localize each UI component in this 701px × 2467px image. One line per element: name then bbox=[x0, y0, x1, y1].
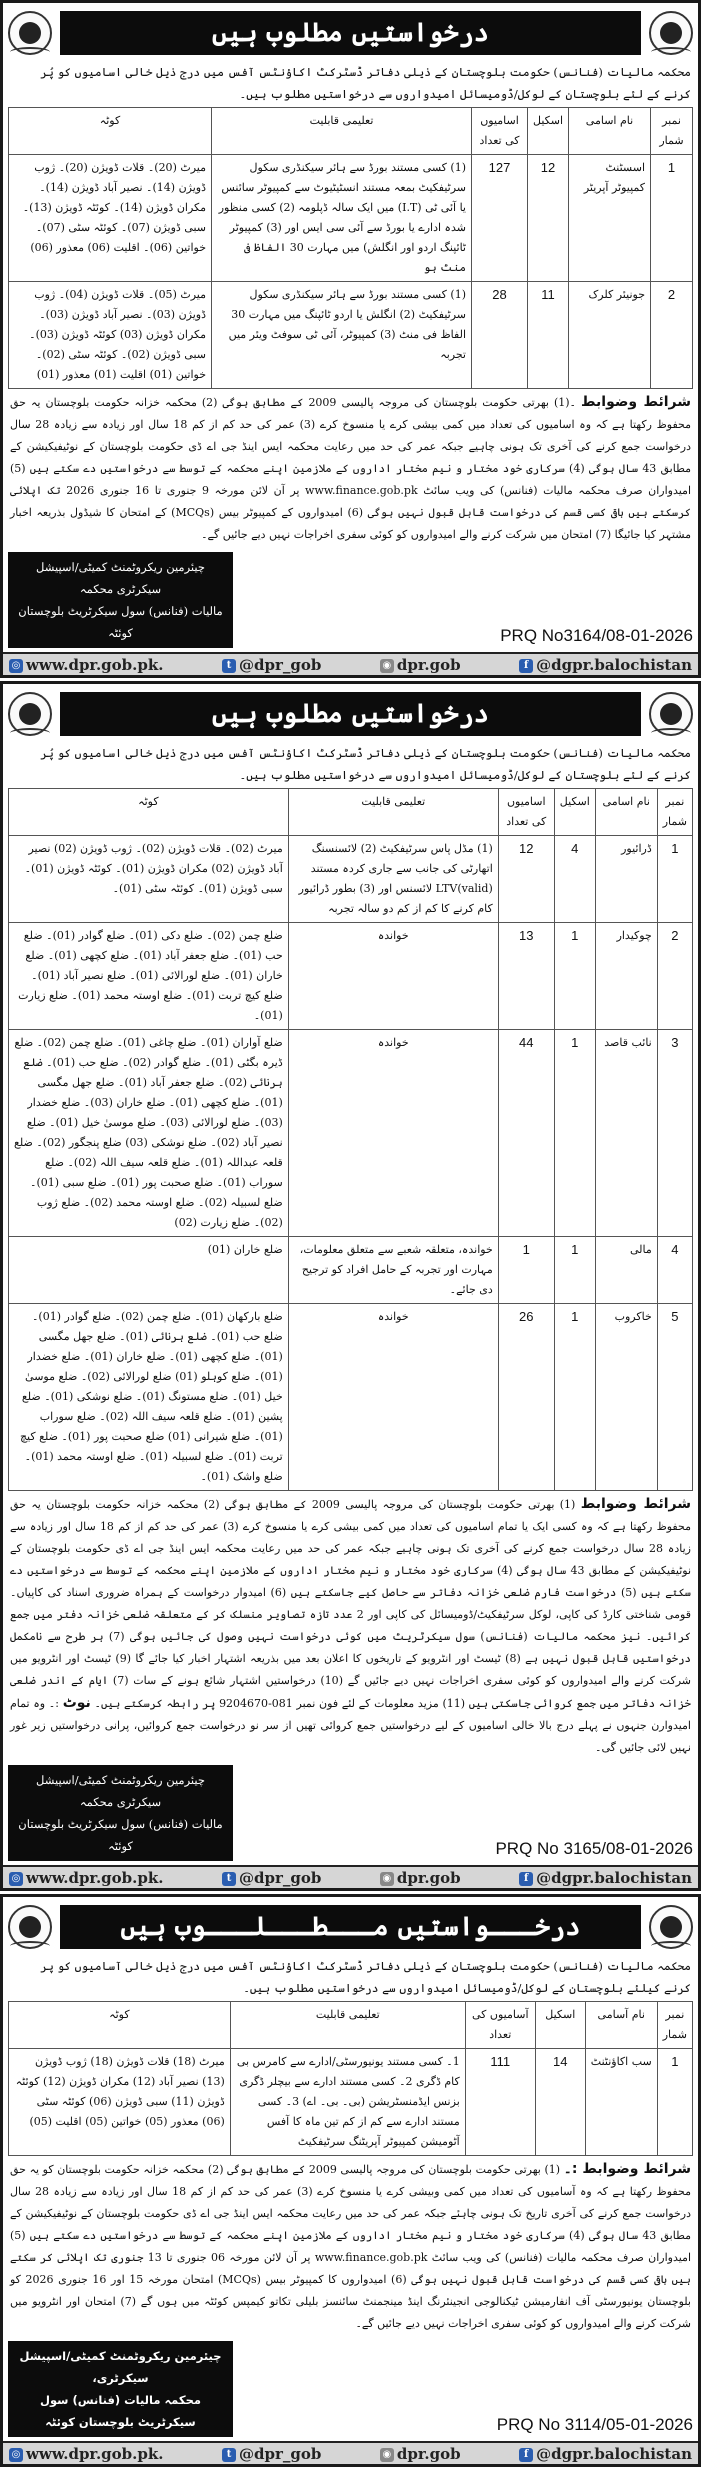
cell-qualification: (1) مڈل پاس سرٹیفکیٹ (2) لائسنسنگ اتھارٹی کی جانب سے جاری کردہ مستند LTV(valid) لائسنس اور (3) بطور ڈرائیور کام کرنے کا کم از کم دو سالہ تجربہ bbox=[288, 836, 498, 923]
cell-qualification: (1) کسی مستند بورڈ سے ہائر سیکنڈری سکول سرٹیفکیٹ (2) انگلش یا اردو ٹائپنگ میں مہارت 30 الفاظ فی منٹ (3) کمپیوٹر، آئی ٹی سوفٹ ویئر میں تجربہ bbox=[212, 282, 472, 389]
table-row bbox=[9, 282, 693, 389]
cell-qualification: (1) کسی مستند بورڈ سے ہائر سیکنڈری سکول سرٹیفکیٹ بمعہ مستند انسٹیٹیوٹ سے کمپیوٹر سائنس یا آئی ٹی (I.T) میں ایک سالہ ڈپلومہ (2) کسی منظور شدہ ادارے یا بورڈ سے آئی سی ایس اور (3) کمپیوٹر ٹائپنگ اردو اور انگلش) میں مہارت 30 الفاظ فی منٹ ہو bbox=[212, 155, 472, 282]
facebook-icon: f bbox=[519, 2448, 533, 2462]
ad-title-banner: درخواستیں مطلوب ہیں bbox=[60, 11, 641, 55]
cell-count: 28 bbox=[472, 282, 528, 389]
table-row bbox=[9, 1030, 693, 1237]
table-row bbox=[9, 923, 693, 1030]
job-ad-3 bbox=[0, 1894, 701, 2467]
signature-block bbox=[8, 1765, 233, 1861]
cell-scale: 1 bbox=[554, 1030, 595, 1237]
header-qualification: تعلیمی قابلیت bbox=[212, 108, 472, 155]
logo-right-icon bbox=[649, 1905, 693, 1949]
twitter-icon: t bbox=[222, 1872, 236, 1886]
signature-line-1: چیئرمین ریکروٹمنٹ کمیٹی/اسپیشل سیکرٹری محکمہ bbox=[36, 1773, 205, 1809]
cell-count: 127 bbox=[472, 155, 528, 282]
website-link[interactable]: ◎ www.dpr.gob.pk. bbox=[9, 2445, 163, 2463]
cell-post: مالی bbox=[595, 1237, 657, 1304]
cell-quota: میرٹ (05)۔ قلات ڈویژن (04)۔ ژوب ڈویژن (03)۔ نصیر آباد ڈویژن (03)۔ مکران ڈویژن (03) کوئٹہ ڈویژن (03)۔ سبی ڈویژن (02)۔ کوئٹہ سٹی (02)۔ خواتین (01) اقلیت (01) معذور (01) bbox=[9, 282, 212, 389]
logo-right-icon bbox=[649, 692, 693, 736]
signature-line-2: مالیات (فنانس) سول سیکرٹریٹ بلوچستان کوئٹہ bbox=[18, 1817, 223, 1853]
website-link[interactable]: ◎ www.dpr.gob.pk. bbox=[9, 1869, 163, 1887]
prq-number: PRQ No 3114/05-01-2026 bbox=[496, 2415, 693, 2434]
signature-line-1: چیئرمین ریکروٹمنٹ کمیٹی/اسپیشل سیکرٹری، bbox=[19, 2349, 222, 2385]
cell-scale: 14 bbox=[535, 2049, 585, 2156]
header-post: نام اسامی bbox=[569, 108, 651, 155]
cell-serial: 1 bbox=[657, 836, 692, 923]
signature-line-2: محکمہ مالیات (فنانس) سول سیکرٹریٹ بلوچستان کوئٹہ bbox=[39, 2393, 201, 2429]
cell-quota: ضلع خاران (01) bbox=[9, 1237, 289, 1304]
header-scale: اسکیل bbox=[528, 108, 569, 155]
header-quota: کوٹہ bbox=[9, 789, 289, 836]
header-scale: اسکیل bbox=[554, 789, 595, 836]
globe-icon: ◎ bbox=[9, 2448, 23, 2462]
table-row bbox=[9, 155, 693, 282]
table-row bbox=[9, 836, 693, 923]
header-serial: نمبر شمار bbox=[651, 108, 693, 155]
header-quota: کوٹہ bbox=[9, 2002, 231, 2049]
ad-intro: محکمہ مالیات (فنانس) حکومت بلوچستان کے ذیلی دفاتر ڈسٹرکٹ اکاؤنٹس آفس میں درج ذیل خالی آسامیوں کو پر کرنے کیلئے بلوچستان کے لوکل/ڈومیسائل امیدواروں سے درخواستیں مطلوب ہیں۔ bbox=[40, 1959, 691, 1995]
table-row bbox=[9, 1304, 693, 1491]
twitter-icon: t bbox=[222, 659, 236, 673]
cell-count: 1 bbox=[498, 1237, 554, 1304]
ad-footer bbox=[8, 2337, 693, 2441]
cell-post: اسسٹنٹ کمپیوٹر آپریٹر bbox=[569, 155, 651, 282]
cell-quota: ضلع چمن (02)۔ ضلع دکی (01)۔ ضلع گوادر (01)۔ ضلع حب (01)۔ ضلع جعفر آباد (01)۔ ضلع کچھی (01)۔ ضلع خاران (01)۔ ضلع لورالائی (01)۔ ضلع نصیر آباد (01)۔ ضلع کیچ تربت (01)۔ ضلع اوستہ محمد (01)۔ ضلع زیارت (01)۔ bbox=[9, 923, 289, 1030]
header-post: نام آسامی bbox=[585, 2002, 657, 2049]
cell-count: 44 bbox=[498, 1030, 554, 1237]
facebook-icon: f bbox=[519, 1872, 533, 1886]
cell-qualification: خواندہ، متعلقہ شعبے سے متعلق معلومات، مہارت اور تجربہ کے حامل افراد کو ترجیح دی جائے۔ bbox=[288, 1237, 498, 1304]
cell-scale: 4 bbox=[554, 836, 595, 923]
cell-count: 12 bbox=[498, 836, 554, 923]
cell-qualification: خواندہ bbox=[288, 1030, 498, 1237]
header-qualification: تعلیمی قابلیت bbox=[230, 2002, 465, 2049]
job-ad-1 bbox=[0, 0, 701, 678]
cell-quota: میرٹ (02)۔ قلات ڈویژن (02)۔ ژوب ڈویژن (02) نصیر آباد ڈویژن (02) مکران ڈویژن (01)۔ کوئٹہ ڈویژن (01)۔ سبی ڈویژن (01)۔ کوئٹہ سٹی (01)۔ bbox=[9, 836, 289, 923]
instagram-icon: ◉ bbox=[380, 2448, 394, 2462]
signature-line-2: مالیات (فنانس) سول سیکرٹریٹ بلوچستان کوئٹہ bbox=[18, 604, 223, 640]
instagram-link[interactable]: ◉ dpr.gob bbox=[380, 656, 461, 674]
facebook-link[interactable]: f @dgpr.balochistan bbox=[519, 1869, 692, 1887]
prq-number: PRQ No 3165/08-01-2026 bbox=[495, 1839, 693, 1858]
social-bar bbox=[3, 1865, 698, 1891]
logo-right-icon bbox=[649, 11, 693, 55]
cell-serial: 1 bbox=[657, 2049, 692, 2156]
cell-count: 26 bbox=[498, 1304, 554, 1491]
twitter-link[interactable]: t @dpr_gob bbox=[222, 1869, 321, 1887]
header-serial: نمبر شمار bbox=[657, 789, 692, 836]
cell-post: نائب قاصد bbox=[595, 1030, 657, 1237]
logo-left-icon bbox=[8, 692, 52, 736]
header-count: اسامیوں کی تعداد bbox=[498, 789, 554, 836]
instagram-icon: ◉ bbox=[380, 1872, 394, 1886]
cell-post: سب اکاؤنٹنٹ bbox=[585, 2049, 657, 2156]
vacancy-table bbox=[8, 788, 693, 1491]
terms-text: (1) بھرتی حکومت بلوچستان کی مروجہ پالیسی 2009 کے مطابق ہوگی (2) محکمہ خزانہ حکومت بلوچستان کو یہ حق محفوظ رکھتا ہے کہ وہ آسامیوں کی تعداد میں کمی وبیشی کرے یا منسوخ کرے (3) عمر کی حد کم از کم 18 سال اور زیادہ سے زیادہ 28 سال درخواست جمع کرنے کی آخری تاریخ تک ہونی چاہئے جبکہ عمر کی حد میں رعایت محکمہ ایس اینڈ جی اے ڈی حکومت بلوچستان کے نوٹیفیکیشن کے مطابق 43 سال ہوگی (4) سرکاری خود مختار و نیم مختار اداروں کے ملازمین اپنے محکمہ کے توسط سے درخواستیں دے سکتے ہیں (5) امیدواران صرف محکمہ مالیات (فنانس) کی ویب سائٹ www.finance.gob.pk پر آن لائن مورخہ 06 جنوری تا 13 جنوری تک اپلائی کر سکتے ہیں باقی کسی قسم کی درخواست قابل قبول نہیں ہوگی (6) امیدواروں کا کمپیوٹر بیس (MCQs) امتحان مورخہ 15 اور 16 جنوری 2026 کو بلوچستان یونیورسٹی آف انفارمیشن ٹیکنالوجی انجینئرنگ اینڈ مینجمنٹ سائنسز بلیلی تکاتو کیمپس کوئٹہ میں ہوں گے (7) امتحان اور انٹرویو میں شرکت کرنے والے امیدواروں کو کوئی سفری اخراجات نہیں دیے جائیں گے۔ bbox=[10, 2163, 691, 2330]
facebook-icon: f bbox=[519, 659, 533, 673]
table-row bbox=[9, 1237, 693, 1304]
table-header-row bbox=[9, 108, 693, 155]
header-quota: کوٹہ bbox=[9, 108, 212, 155]
ad-footer bbox=[8, 548, 693, 652]
terms-label: شرائط وضوابط bbox=[580, 1496, 692, 1512]
cell-quota: میرٹ (18) قلات ڈویژن (18) ژوب ڈویژن (13) نصیر آباد (12) مکران ڈویژن (12) کوئٹہ ڈویژن (11) سبی ڈویژن (06) کوئٹہ سٹی (06) معذور (05) خواتین (05) اقلیت (05) bbox=[9, 2049, 231, 2156]
table-header-row bbox=[9, 789, 693, 836]
cell-quota: ضلع بارکھان (01)۔ ضلع چمن (02)۔ ضلع گوادر (01)۔ ضلع حب (01)۔ ضلع ہرنائی (01)۔ ضلع جھل مگسی (01)۔ ضلع کچھی (01)۔ ضلع خاران (01)۔ ضلع خضدار (01)۔ ضلع کوہلو (01) ضلع لورالائی (02)۔ ضلع موسیٰ خیل (01)۔ ضلع مستونگ (01)۔ ضلع نوشکی (01)۔ ضلع پشین (01)۔ ضلع قلعہ سیف اللہ (02)۔ ضلع سوراب (01)۔ ضلع شیرانی (01) ضلع صحبت پور (01)۔ ضلع کیچ تربت (01)۔ ضلع لسبیلہ (01)۔ ضلع اوستہ محمد (01)۔ ضلع واشک (01)۔ bbox=[9, 1304, 289, 1491]
twitter-link[interactable]: t @dpr_gob bbox=[222, 656, 321, 674]
terms-and-conditions bbox=[8, 2156, 693, 2337]
cell-post: خاکروب bbox=[595, 1304, 657, 1491]
table-header-row bbox=[9, 2002, 693, 2049]
cell-qualification: 1۔ کسی مستند یونیورسٹی/ادارے سے کامرس بی کام ڈگری 2۔ کسی مستند ادارے سے بیچلر ڈگری بزنس ایڈمنسٹریشن (بی۔ بی۔ اے) 3۔ کسی مستند ادارے سے کم از کم تین ماہ کا آفس آٹومیشن کمپیوٹر آپریٹنگ سرٹیفکیٹ bbox=[230, 2049, 465, 2156]
cell-count: 13 bbox=[498, 923, 554, 1030]
facebook-link[interactable]: f @dgpr.balochistan bbox=[519, 2445, 692, 2463]
cell-scale: 12 bbox=[528, 155, 569, 282]
cell-scale: 1 bbox=[554, 1237, 595, 1304]
cell-post: چوکیدار bbox=[595, 923, 657, 1030]
cell-serial: 1 bbox=[651, 155, 693, 282]
logo-left-icon bbox=[8, 11, 52, 55]
cell-quota: میرٹ (20)۔ قلات ڈویژن (20)۔ ژوب ڈویژن (14)۔ نصیر آباد ڈویژن (14)۔ مکران ڈویژن (14)۔ کوئٹہ ڈویژن (13)۔ سبی ڈویژن (07)۔ کوئٹہ سٹی (07)۔ خواتین (06)۔ اقلیت (06) معذور (06) bbox=[9, 155, 212, 282]
cell-scale: 1 bbox=[554, 923, 595, 1030]
header-serial: نمبر شمار bbox=[657, 2002, 692, 2049]
twitter-icon: t bbox=[222, 2448, 236, 2462]
header-scale: اسکیل bbox=[535, 2002, 585, 2049]
facebook-link[interactable]: f @dgpr.balochistan bbox=[519, 656, 692, 674]
social-bar bbox=[3, 652, 698, 678]
globe-icon: ◎ bbox=[9, 659, 23, 673]
globe-icon: ◎ bbox=[9, 1872, 23, 1886]
header-post: نام اسامی bbox=[595, 789, 657, 836]
vacancy-table bbox=[8, 2001, 693, 2156]
instagram-link[interactable]: ◉ dpr.gob bbox=[380, 2445, 461, 2463]
cell-serial: 3 bbox=[657, 1030, 692, 1237]
ad-title-banner: درخواستیں مطلوب ہیں bbox=[60, 692, 641, 736]
cell-qualification: خواندہ bbox=[288, 1304, 498, 1491]
instagram-icon: ◉ bbox=[380, 659, 394, 673]
ad-intro: محکمہ مالیات (فنانس) حکومت بلوچستان کے ذیلی دفاتر ڈسٹرکٹ اکاؤنٹس آفس میں درج ذیل خالی اسامیوں کو پُر کرنے کے لئے بلوچستان کے لوکل/ڈومیسائل امیدواروں سے درخواستیں مطلوب ہیں۔ bbox=[40, 746, 691, 782]
terms-text: (1) بھرتی حکومت بلوچستان کی مروجہ پالیسی 2009 کے مطابق ہوگی (2) محکمہ خزانہ حکومت بلوچستان یہ حق محفوظ رکھتا ہے کہ وہ کسی ایک یا تمام اسامیوں کی تعداد میں کمی بیشی کرے یا منسوخ کرے (3) عمر کی حد کم از کم 18 سال اور زیادہ سے زیادہ 28 سال درخواست جمع کرنے کی آخری تک ہونی چاہیے جبکہ عمر کی حد میں رعایت محکمہ ایس اینڈ جی اے ڈی حکومت بلوچستان کے نوٹیفیکیشن کے مطابق 43 سال ہوگی (4) سرکاری خود مختار و نیم مختار اداروں کے ملازمین اپنے محکمہ کے توسط سے درخواستیں دے سکتے ہیں (5) درخواست فارم ضلعی خزانہ دفاتر سے حاصل کیے جاسکتے ہیں (6) امیدوار درخواست کے ہمراہ ضروری اسناد کی کاپیاں۔ قومی شناختی کارڈ کی کاپی، لوکل سرٹیفکیٹ/ڈومیسائل کی کاپی اور 2 عدد تازہ تصاویر منسلک کر کے متعلقہ ضلعی خزانہ دفتر میں جمع کرائیں۔ نیز محکمہ مالیات (فنانس) سول سیکرٹریٹ میں کوئی درخواست نہیں وصول کی جائیں ہوگی (7) ہر طرح سے نامکمل درخواستیں قابل قبول نہیں ہے (8) ٹیسٹ اور انٹرویو کے تاریخوں کا اعلان بعد میں بذریعہ اشتہار اخبار کیا جائے گا (9) ٹیسٹ اور انٹرویو میں شرکت کرنے والے امیدواروں کو کوئی سفری اخراجات نہیں دیے جائیں گے (10) درخواستیں اشتہار شائع ہونے کے سات (7) ایام کے اندر ضلعی خزانہ دفاتر میں جمع کروائی جاسکتی ہیں (11) مزید معلومات کے لئے فون نمبر 081-9204670 پر رابطہ کرسکتے ہیں۔ bbox=[10, 1498, 692, 1710]
cell-post: جونیئر کلرک bbox=[569, 282, 651, 389]
cell-count: 111 bbox=[465, 2049, 535, 2156]
cell-serial: 2 bbox=[657, 923, 692, 1030]
ad-header bbox=[8, 7, 693, 59]
note-text: :۔ وہ تمام امیدوارن جنہوں نے پہلے درج بالا خالی اسامیوں کے لیے درخواستیں جمع کروائی تھیں از سر نو درخواست جمع کروائیں، پرانی درخواستیں زیر غور نہیں لائی جائیں گی۔ bbox=[10, 1697, 691, 1754]
cell-post: ڈرائیور bbox=[595, 836, 657, 923]
ad-header bbox=[8, 1901, 693, 1953]
cell-scale: 1 bbox=[554, 1304, 595, 1491]
ad-footer bbox=[8, 1761, 693, 1865]
note-label: نوٹ bbox=[62, 1695, 91, 1711]
signature-line-1: چیئرمین ریکروٹمنٹ کمیٹی/اسپیشل سیکرٹری محکمہ bbox=[36, 560, 205, 596]
ad-intro: محکمہ مالیات (فنانس) حکومت بلوچستان کے ذیلی دفاتر ڈسٹرکٹ اکاؤنٹس آفس میں درج ذیل خالی اسامیوں کو پُر کرنے کے لئے بلوچستان کے لوکل/ڈومیسائل امیدواروں سے درخواستیں مطلوب ہیں۔ bbox=[40, 65, 691, 101]
terms-and-conditions bbox=[8, 389, 693, 548]
terms-and-conditions bbox=[8, 1491, 693, 1761]
table-row bbox=[9, 2049, 693, 2156]
cell-qualification: خواندہ bbox=[288, 923, 498, 1030]
ad-title-banner: درخـــواستیں مـــطـــلـــوب ہیں bbox=[60, 1905, 641, 1949]
instagram-link[interactable]: ◉ dpr.gob bbox=[380, 1869, 461, 1887]
header-qualification: تعلیمی قابلیت bbox=[288, 789, 498, 836]
header-count: اسامیوں کی تعداد bbox=[472, 108, 528, 155]
header-count: آسامیوں کی تعداد bbox=[465, 2002, 535, 2049]
ad-header bbox=[8, 688, 693, 740]
social-bar bbox=[3, 2441, 698, 2467]
prq-number: PRQ No3164/08-01-2026 bbox=[500, 626, 693, 645]
cell-serial: 2 bbox=[651, 282, 693, 389]
logo-left-icon bbox=[8, 1905, 52, 1949]
terms-label: شرائط وضوابط bbox=[581, 394, 692, 410]
cell-scale: 11 bbox=[528, 282, 569, 389]
signature-block bbox=[8, 552, 233, 648]
terms-label: شرائط وضوابط :۔ bbox=[563, 2161, 691, 2177]
terms-text: ۔(1) بھرتی حکومت بلوچستان کی مروجہ پالیسی 2009 کے مطابق ہوگی (2) محکمہ خزانہ حکومت بلوچستان یہ حق محفوظ رکھتا ہے کہ وہ اسامیوں کی تعداد میں کمی بیشی کرے یا منسوخ کرے (3) عمر کی حد کم از کم 18 سال اور زیادہ سے زیادہ 28 سال درخواست جمع کرنے کی آخری تک ہونی چاہیے جبکہ عمر کی حد میں رعایت محکمہ ایس اینڈ جی اے ڈی حکومت بلوچستان کے نوٹیفیکیشن کے مطابق 43 سال ہوگی (4) سرکاری خود مختار و نیم مختار اداروں کے ملازمین اپنے محکمہ کے توسط سے درخواستیں دے سکتے ہیں (5) امیدواران صرف محکمہ مالیات (فنانس) کی ویب سائٹ www.finance.gob.pk پر آن لائن مورخہ 9 جنوری تا 16 جنوری 2026 تک اپلائی کرسکتے ہیں باقی کسی قسم کی درخواست قابل قبول نہیں ہوگی (6) امیدواروں کے کمپیوٹر بیس (MCQs) کے امتحان کا شیڈول بذریعہ اخبار مشتہر کیا جائیگا (7) امتحان میں شرکت کرنے والے امیدواروں کو کوئی سفری اخراجات نہیں دیے جائیں گے۔ bbox=[10, 396, 692, 541]
vacancy-table bbox=[8, 107, 693, 389]
signature-block bbox=[8, 2341, 233, 2437]
cell-serial: 5 bbox=[657, 1304, 692, 1491]
job-ad-2 bbox=[0, 681, 701, 1891]
cell-quota: ضلع آواران (01)۔ ضلع چاغی (01)۔ ضلع چمن (02)۔ ضلع ڈیرہ بگٹی (01)۔ ضلع گوادر (02)۔ ضلع حب (01)۔ ضلع ہرنائی (02)۔ ضلع جعفر آباد (01)۔ ضلع جھل مگسی (01)۔ ضلع کچھی (01)۔ ضلع خاران (03)۔ ضلع خضدار (03)۔ ضلع لورالائی (03)۔ ضلع موسیٰ خیل (01)۔ ضلع نصیر آباد (02)۔ ضلع نوشکی (03) ضلع پنجگور (02)۔ ضلع قلعہ عبداللہ (01)۔ ضلع قلعہ سیف اللہ (02)۔ ضلع سوراب (01)۔ ضلع صحبت پور (01)۔ ضلع سبی (01)۔ ضلع لسبیلہ (02)۔ ضلع اوستہ محمد (02)۔ ضلع ژوب (02)۔ ضلع زیارت (02) bbox=[9, 1030, 289, 1237]
cell-serial: 4 bbox=[657, 1237, 692, 1304]
website-link[interactable]: ◎ www.dpr.gob.pk. bbox=[9, 656, 163, 674]
twitter-link[interactable]: t @dpr_gob bbox=[222, 2445, 321, 2463]
